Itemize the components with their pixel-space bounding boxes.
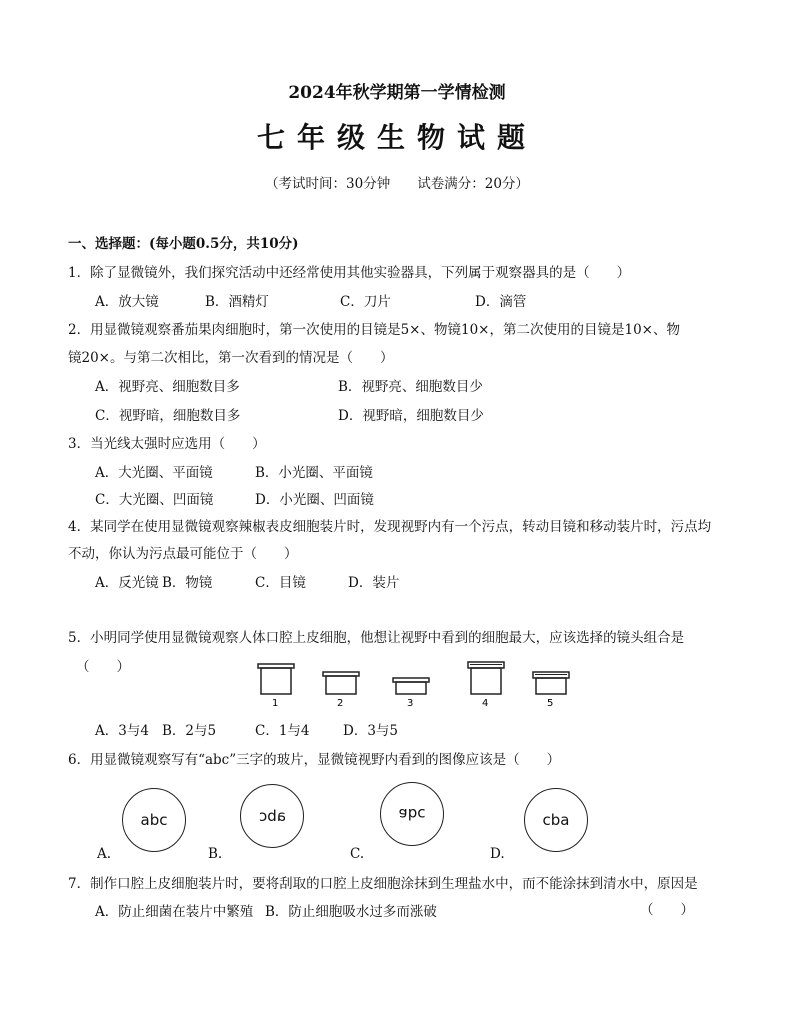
lens-label-1: 1 (272, 698, 279, 709)
question-4-option-c: C．目镜 (255, 575, 306, 591)
view-text-b: abc (258, 807, 286, 825)
question-7-answer-blank: （ ） (640, 902, 694, 918)
view-text-c: abc (398, 805, 426, 823)
question-3-option-d: D．小光圈、凹面镜 (255, 492, 374, 508)
view-image-b (240, 784, 304, 848)
lens-1-icon (258, 664, 294, 694)
exam-info: （考试时间：30分钟 试卷满分：20分） (265, 176, 529, 192)
lens-diagram (250, 660, 580, 710)
lens-label-2: 2 (337, 698, 344, 709)
lens-label-5: 5 (547, 698, 554, 709)
lens-3-icon (393, 678, 429, 694)
question-1-option-d: D．滴管 (475, 294, 527, 310)
question-4-option-d: D．装片 (348, 575, 400, 591)
lens-2-icon (323, 672, 359, 694)
question-6-option-a: A. (97, 846, 112, 862)
page-title: 七年级生物试题 (256, 121, 537, 154)
lens-4-icon (468, 662, 504, 694)
question-5-option-c: C．1与4 (255, 723, 310, 739)
question-3-option-b: B．小光圈、平面镜 (255, 465, 373, 481)
question-1-stem: 1．除了显微镜外，我们探究活动中还经常使用其他实验器具，下列属于观察器具的是（ ） (68, 265, 631, 281)
view-image-d (524, 788, 588, 852)
question-7-option-a: A．防止细菌在装片中繁殖 (95, 904, 254, 920)
question-1-option-c: C．刀片 (340, 294, 391, 310)
question-1-option-b: B．酒精灯 (205, 294, 269, 310)
question-2-stem-line1: 2．用显微镜观察番茄果肉细胞时，第一次使用的目镜是5×、物镜10×，第二次使用的目镜是10×、物 (68, 322, 680, 338)
question-7-option-b: B．防止细胞吸水过多而涨破 (265, 904, 437, 920)
question-5-option-a: A．3与4 (95, 723, 149, 739)
question-6-option-c: C. (350, 846, 365, 862)
question-1-option-a: A．放大镜 (95, 294, 159, 310)
section-title: 一、选择题：(每小题0.5分，共10分) (68, 236, 299, 252)
question-5-option-b: B．2与5 (162, 723, 217, 739)
lens-label-4: 4 (482, 698, 489, 709)
question-5-stem-line2: （ ） (76, 659, 130, 675)
question-5-stem-line1: 5．小明同学使用显微镜观察人体口腔上皮细胞，他想让视野中看到的细胞最大，应该选择的镜头组合是 (68, 630, 685, 646)
view-image-a (122, 788, 186, 852)
view-text-a: abc (140, 811, 168, 829)
exam-term-title: 2024年秋学期第一学情检测 (288, 83, 506, 103)
question-3-option-c: C．大光圈、凹面镜 (95, 492, 214, 508)
question-2-option-a: A．视野亮、细胞数目多 (95, 379, 240, 395)
question-4-stem-line1: 4．某同学在使用显微镜观察辣椒表皮细胞装片时，发现视野内有一个污点，转动目镜和移动装片时，污点均 (68, 519, 712, 535)
view-text-d: cba (542, 811, 570, 829)
question-6-option-d: D. (490, 846, 505, 862)
question-6-option-b: B. (208, 846, 223, 862)
question-4-stem-line2: 不动，你认为污点最可能位于（ ） (68, 546, 298, 562)
question-3-option-a: A．大光圈、平面镜 (95, 465, 213, 481)
question-3-stem: 3．当光线太强时应选用（ ） (68, 436, 266, 452)
question-2-option-d: D．视野暗，细胞数目少 (338, 408, 484, 424)
question-4-option-b: B．物镜 (162, 575, 213, 591)
question-7-stem: 7．制作口腔上皮细胞装片时，要将刮取的口腔上皮细胞涂抹到生理盐水中，而不能涂抹到清水中，原因是 (68, 876, 698, 892)
question-2-stem-line2: 镜20×。与第二次相比，第一次看到的情况是（ ） (68, 350, 394, 366)
lens-label-3: 3 (407, 698, 414, 709)
view-image-c (380, 782, 444, 846)
question-4-option-a: A．反光镜 (95, 575, 159, 591)
question-6-stem: 6．用显微镜观察写有“abc”三字的玻片，显微镜视野内看到的图像应该是（ ） (68, 752, 561, 768)
question-2-option-c: C．视野暗，细胞数目多 (95, 408, 241, 424)
question-5-option-d: D．3与5 (343, 723, 399, 739)
question-2-option-b: B．视野亮、细胞数目少 (338, 379, 483, 395)
lens-5-icon (533, 672, 569, 694)
